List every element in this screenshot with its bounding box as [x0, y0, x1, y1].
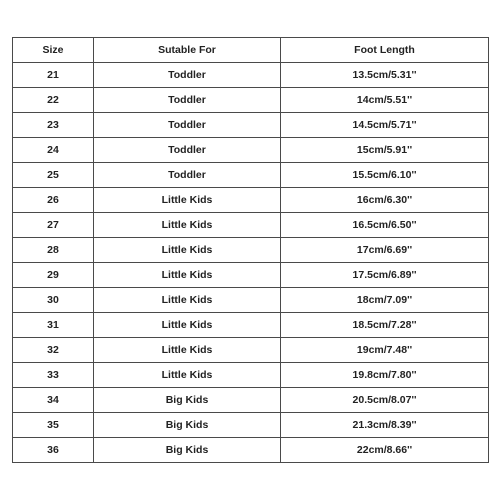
table-row: [13, 63, 489, 88]
cell-foot-length: 18cm/7.09'': [281, 288, 489, 313]
cell-suitable-for: Little Kids: [94, 263, 281, 288]
cell-foot-length: 19cm/7.48'': [281, 338, 489, 363]
table-row: [13, 363, 489, 388]
header-foot-length: Foot Length: [281, 38, 489, 63]
cell-foot-length: 14.5cm/5.71'': [281, 113, 489, 138]
cell-suitable-for: Little Kids: [94, 313, 281, 338]
header-size: Size: [13, 38, 94, 63]
cell-foot-length: 14cm/5.51'': [281, 88, 489, 113]
cell-size: 25: [13, 163, 94, 188]
cell-suitable-for: Toddler: [94, 138, 281, 163]
cell-suitable-for: Little Kids: [94, 338, 281, 363]
cell-size: 28: [13, 238, 94, 263]
table-row: [13, 288, 489, 313]
cell-suitable-for: Little Kids: [94, 238, 281, 263]
cell-suitable-for: Little Kids: [94, 213, 281, 238]
cell-size: 35: [13, 413, 94, 438]
table-row: [13, 263, 489, 288]
cell-size: 26: [13, 188, 94, 213]
table-row: [13, 338, 489, 363]
cell-size: 31: [13, 313, 94, 338]
cell-size: 36: [13, 438, 94, 463]
table-row: [13, 438, 489, 463]
table-row: [13, 213, 489, 238]
cell-foot-length: 17cm/6.69'': [281, 238, 489, 263]
cell-foot-length: 19.8cm/7.80'': [281, 363, 489, 388]
table-row: [13, 163, 489, 188]
cell-size: 24: [13, 138, 94, 163]
cell-size: 21: [13, 63, 94, 88]
cell-suitable-for: Toddler: [94, 163, 281, 188]
cell-suitable-for: Big Kids: [94, 438, 281, 463]
header-suitable-for: Sutable For: [94, 38, 281, 63]
cell-suitable-for: Toddler: [94, 63, 281, 88]
table-header-row: [13, 38, 489, 63]
cell-size: 23: [13, 113, 94, 138]
cell-foot-length: 17.5cm/6.89'': [281, 263, 489, 288]
cell-foot-length: 15.5cm/6.10'': [281, 163, 489, 188]
cell-size: 34: [13, 388, 94, 413]
table-row: [13, 188, 489, 213]
cell-size: 32: [13, 338, 94, 363]
table-row: [13, 138, 489, 163]
cell-foot-length: 18.5cm/7.28'': [281, 313, 489, 338]
cell-suitable-for: Little Kids: [94, 288, 281, 313]
cell-foot-length: 13.5cm/5.31'': [281, 63, 489, 88]
cell-suitable-for: Toddler: [94, 88, 281, 113]
size-chart-table: [12, 37, 489, 463]
cell-size: 30: [13, 288, 94, 313]
table-row: [13, 88, 489, 113]
cell-size: 22: [13, 88, 94, 113]
cell-foot-length: 20.5cm/8.07'': [281, 388, 489, 413]
cell-suitable-for: Big Kids: [94, 413, 281, 438]
cell-size: 33: [13, 363, 94, 388]
table-row: [13, 388, 489, 413]
table-row: [13, 313, 489, 338]
cell-size: 27: [13, 213, 94, 238]
cell-foot-length: 15cm/5.91'': [281, 138, 489, 163]
table-row: [13, 413, 489, 438]
cell-foot-length: 16cm/6.30'': [281, 188, 489, 213]
cell-size: 29: [13, 263, 94, 288]
cell-suitable-for: Little Kids: [94, 188, 281, 213]
cell-suitable-for: Little Kids: [94, 363, 281, 388]
cell-foot-length: 22cm/8.66'': [281, 438, 489, 463]
cell-suitable-for: Toddler: [94, 113, 281, 138]
cell-foot-length: 16.5cm/6.50'': [281, 213, 489, 238]
table-row: [13, 113, 489, 138]
cell-foot-length: 21.3cm/8.39'': [281, 413, 489, 438]
cell-suitable-for: Big Kids: [94, 388, 281, 413]
table-row: [13, 238, 489, 263]
